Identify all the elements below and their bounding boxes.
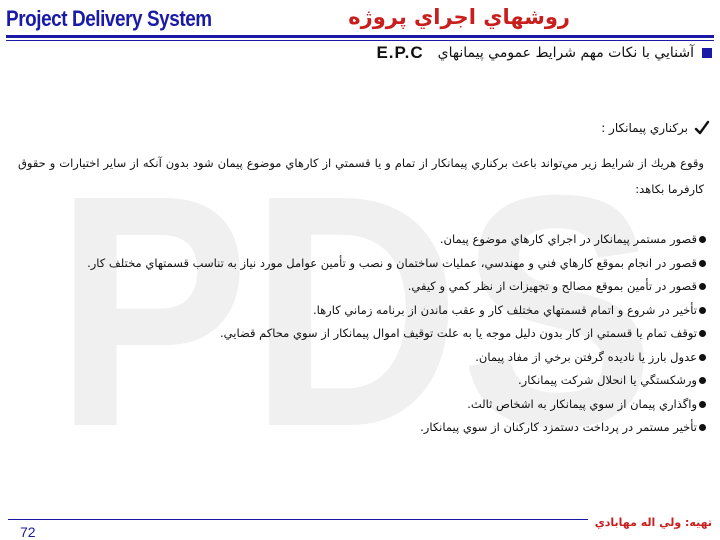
footer-credit: تهيه: ولي اله مهابادي — [594, 516, 712, 529]
section-heading: بركناري پيمانكار : — [601, 121, 688, 135]
svg-text:PDS: PDS — [55, 150, 655, 450]
checkmark-icon — [694, 120, 710, 136]
list-item: توقف تمام يا قسمتي از كار بدون دليل موجه يا به علت توقيف اموال پيمانكار از سوي محاكم قضايي. — [14, 322, 706, 346]
list-item: قصور در انجام بموقع كارهاي فني و مهندسي، عمليات ساختمان و نصب و تأمين عوامل مورد نياز به تناسب قسمتهاي مختلف كار. — [14, 252, 706, 276]
list-item: واگذاري پيمان از سوي پيمانكار به اشخاص ثالث. — [14, 393, 706, 417]
list-item: تأخير مستمر در پرداخت دستمزد كاركنان از سوي پيمانكار. — [14, 416, 706, 440]
list-item: قصور در تأمين بموقع مصالح و تجهيزات از نظر كمي و كيفي. — [14, 275, 706, 299]
intro-paragraph: وقوع هريك از شرايط زير مي‌تواند باعث بركناري پيمانكار از تمام و يا قسمتي از كارهاي موضوع پيمان شود بدون آنكه از ساير اختيارات و حقوق كارفرما بكاهد: — [18, 156, 704, 196]
header-divider — [6, 35, 714, 38]
list-item: قصور مستمر پيمانكار در اجراي كارهاي موضوع پيمان. — [14, 228, 706, 252]
subtitle-text: آشنايي با نكات مهم شرايط عمومي پيمانهاي — [437, 45, 694, 61]
condition-list — [14, 228, 706, 440]
list-item: تأخير در شروع و اتمام قسمتهاي مختلف كار و عقب ماندن از برنامه زماني كارها. — [14, 299, 706, 323]
footer-divider — [8, 519, 588, 520]
subtitle-code: E.P.C — [376, 43, 424, 62]
slide-title: روشهاي اجراي پروژه — [348, 5, 570, 29]
square-bullet-icon — [702, 48, 712, 58]
subtitle-row — [376, 41, 712, 65]
list-item: ورشكستگي يا انحلال شركت پيمانكار. — [14, 369, 706, 393]
page-number: 72 — [20, 524, 36, 540]
system-title: Project Delivery System — [6, 6, 212, 31]
section-heading-row — [601, 120, 710, 136]
list-item: عدول بارز يا ناديده گرفتن برخي از مفاد پيمان. — [14, 346, 706, 370]
